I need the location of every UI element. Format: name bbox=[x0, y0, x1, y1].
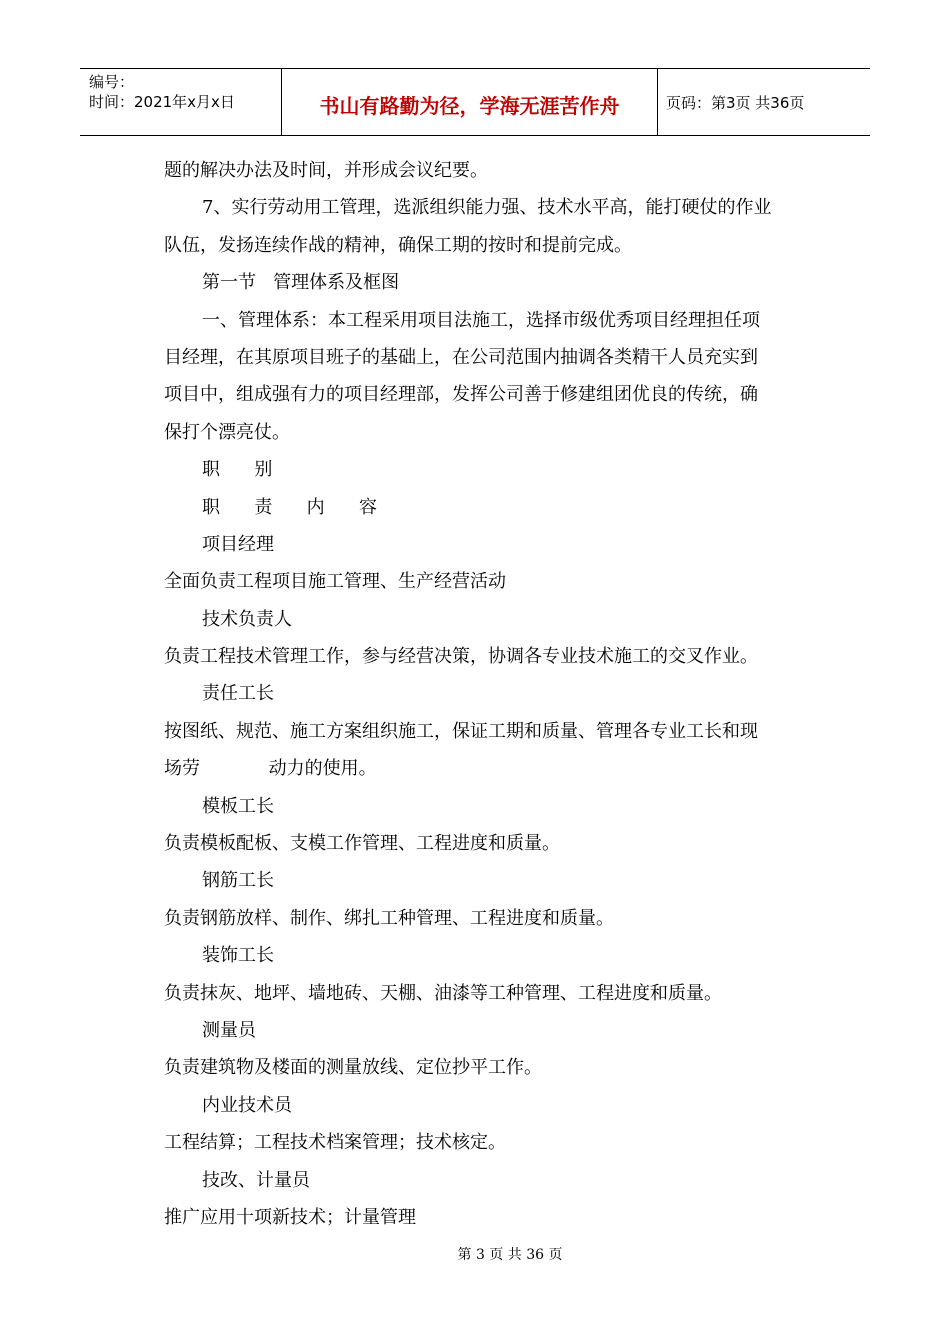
body-line: 题的解决办法及时间，并形成会议纪要。 bbox=[164, 160, 488, 181]
body-line: 测量员 bbox=[202, 1019, 256, 1041]
body-line: 项目中，组成强有力的项目经理部，发挥公司善于修建组团优良的传统，确 bbox=[164, 384, 758, 406]
body-line: 责任工长 bbox=[202, 683, 274, 705]
body-line: 内业技术员 bbox=[202, 1094, 292, 1116]
body-line: 钢筋工长 bbox=[202, 870, 274, 892]
body-line: 装饰工长 bbox=[202, 945, 274, 967]
body-line: 项目经理 bbox=[202, 533, 274, 555]
page-footer: 第 3 页 共 36 页 bbox=[457, 1247, 563, 1263]
body-line: 按图纸、规范、施工方案组织施工，保证工期和质量、管理各专业工长和现 bbox=[164, 720, 758, 742]
body-line: 目经理，在其原项目班子的基础上，在公司范围内抽调各类精干人员充实到 bbox=[164, 346, 758, 368]
body-line: 负责建筑物及楼面的测量放线、定位抄平工作。 bbox=[164, 1057, 542, 1079]
body-line: 场劳 动力的使用。 bbox=[164, 758, 377, 780]
header-page-cell bbox=[658, 69, 870, 135]
body-line: 保打个漂亮仗。 bbox=[164, 421, 290, 443]
body-line: 推广应用十项新技术；计量管理 bbox=[164, 1206, 416, 1228]
body-line: 职 别 bbox=[202, 459, 273, 481]
body-line: 队伍，发扬连续作战的精神，确保工期的按时和提前完成。 bbox=[164, 234, 632, 256]
body-line: 全面负责工程项目施工管理、生产经营活动 bbox=[164, 571, 506, 593]
header-meta bbox=[80, 69, 282, 135]
header-motto-cell bbox=[282, 69, 658, 135]
body-line: 负责钢筋放样、制作、绑扎工种管理、工程进度和质量。 bbox=[164, 907, 614, 929]
header-motto: 书山有路勤为径，学海无涯苦作舟 bbox=[319, 93, 620, 118]
document-number-label: 编号： bbox=[89, 73, 135, 91]
body-line: 7、实行劳动用工管理，选派组织能力强、技术水平高，能打硬仗的作业 bbox=[202, 197, 772, 219]
body-line: 模板工长 bbox=[202, 795, 274, 817]
body-line: 负责抹灰、地坪、墙地砖、天棚、油漆等工种管理、工程进度和质量。 bbox=[164, 982, 722, 1004]
document-time-label: 时间：2021年x月x日 bbox=[89, 93, 235, 111]
body-line: 一、管理体系：本工程采用项目法施工，选择市级优秀项目经理担任项 bbox=[202, 309, 760, 331]
header-page-info: 页码：第3页 共36页 bbox=[666, 93, 805, 112]
body-line: 技术负责人 bbox=[202, 608, 292, 630]
page-header bbox=[80, 68, 870, 136]
document-body bbox=[164, 152, 824, 1236]
body-line: 负责工程技术管理工作，参与经营决策，协调各专业技术施工的交叉作业。 bbox=[164, 646, 758, 668]
body-line: 工程结算；工程技术档案管理；技术核定。 bbox=[164, 1132, 506, 1154]
body-line: 技改、计量员 bbox=[202, 1169, 310, 1191]
body-line: 职 责 内 容 bbox=[202, 496, 377, 518]
body-line: 负责模板配板、支模工作管理、工程进度和质量。 bbox=[164, 833, 560, 855]
body-line: 第一节 管理体系及框图 bbox=[202, 272, 400, 294]
